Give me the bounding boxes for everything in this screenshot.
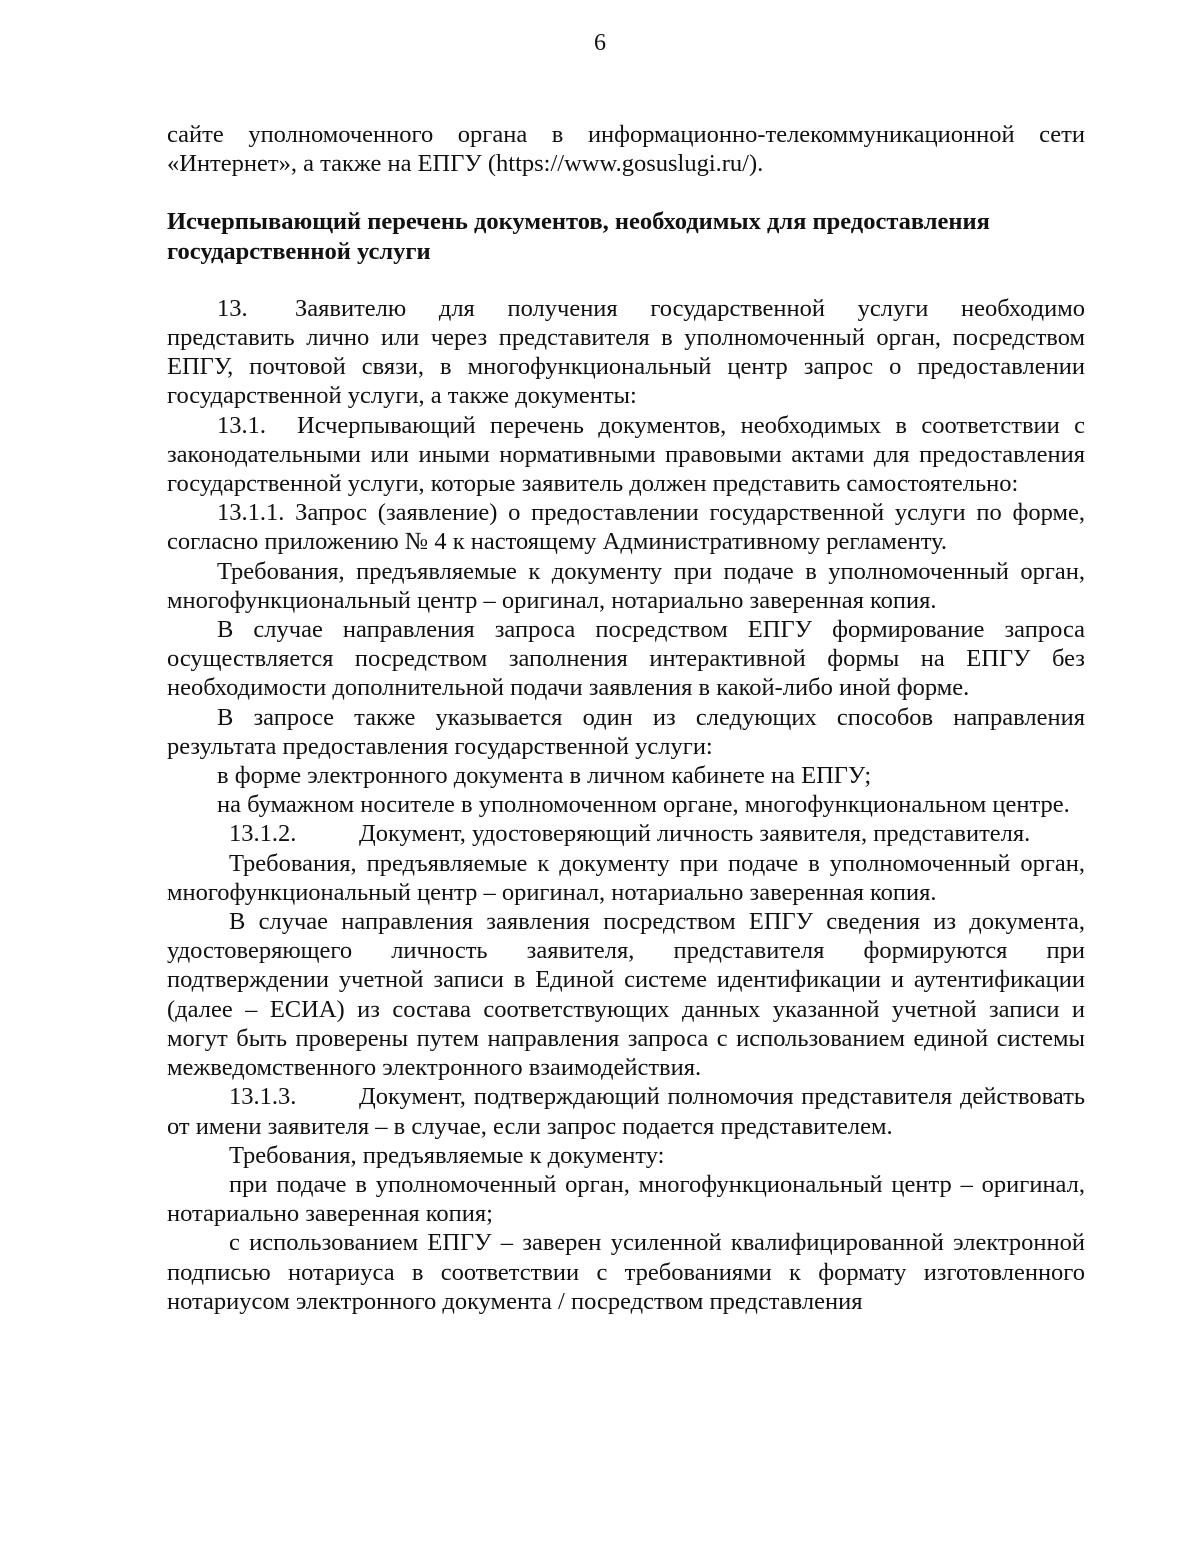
- paragraph-13-1-2-epgu: В случае направления заявления посредством ЕПГУ сведения из документа, удостоверяющего личность заявителя, представителя формируются при подтверждении учетной записи в Единой системе идентификации и аутентификации (далее – ЕСИА) из состава соответствующих данных указанной учетной записи и могут быть проверены путем направления запроса с использованием единой системы межведомственного электронного взаимодействия.: [167, 908, 1085, 1082]
- paragraph-13-1: [167, 411, 1085, 499]
- document-body: [167, 120, 1085, 1316]
- paragraph-13-1-1-option-2: на бумажном носителе в уполномоченном органе, многофункциональном центре.: [217, 791, 1070, 819]
- paragraph-13-1-text: Исчерпывающий перечень документов, необходимых в соответствии с законодательными или иными нормативными правовыми актами для предоставления государственной услуги, которые заявитель должен представить самостоятельно:: [167, 411, 1085, 498]
- paragraph-13-1-1-requirements: Требования, предъявляемые к документу при подаче в уполномоченный орган, многофункциональный центр – оригинал, нотариально заверенная копия.: [167, 557, 1085, 614]
- paragraph-13-1-1: 13.1.1. Запрос (заявление) о предоставлении государственной услуги по форме, согласно приложению № 4 к настоящему Административному регламенту.: [167, 499, 1085, 556]
- paragraph-13-text: Заявителю для получения государственной услуги необходимо представить лично или через представителя в уполномоченный орган, посредством ЕПГУ, почтовой связи, в многофункциональный центр запрос о предоставлении государственной услуги, а также документы:: [167, 294, 1085, 410]
- paragraph-13-number: 13.: [217, 294, 248, 322]
- paragraph-13-1-3: [167, 1082, 1085, 1140]
- paragraph-13-1-2-requirements: Требования, предъявляемые к документу при подаче в уполномоченный орган, многофункциональный центр – оригинал, нотариально заверенная копия.: [167, 849, 1085, 906]
- intro-paragraph: сайте уполномоченного органа в информационно-телекоммуникационной сети «Интернет», а также на ЕПГУ (https://www.gosuslugi.ru/).: [167, 121, 1085, 178]
- paragraph-13-1-1-option-1: в форме электронного документа в личном кабинете на ЕПГУ;: [217, 762, 872, 790]
- paragraph-13-1-2: [167, 819, 1085, 848]
- paragraph-13-1-3-requirements: Требования, предъявляемые к документу:: [229, 1141, 665, 1169]
- section-heading-line-2: государственной услуги: [167, 237, 431, 265]
- page-number: 6: [594, 30, 606, 56]
- paragraph-13-1-3-text: Документ, подтверждающий полномочия представителя действовать от имени заявителя – в случае, если запрос подается представителем.: [167, 1083, 1085, 1140]
- paragraph-13-1-2-text: Документ, удостоверяющий личность заявителя, представителя.: [359, 820, 1031, 848]
- paragraph-13-1-1-method: В запросе также указывается один из следующих способов направления результата предоставления государственной услуги:: [167, 703, 1085, 760]
- paragraph-13: [167, 294, 1085, 411]
- paragraph-13-1-3-option-2: с использованием ЕПГУ – заверен усиленной квалифицированной электронной подписью нотариуса в соответствии с требованиями к формату изготовленного нотариусом электронного документа / посредством представления: [167, 1229, 1085, 1315]
- paragraph-13-1-number: 13.1.: [217, 411, 266, 439]
- paragraph-13-1-1-epgu: В случае направления запроса посредством ЕПГУ формирование запроса осуществляется посредством заполнения интерактивной формы на ЕПГУ без необходимости дополнительной подачи заявления в какой-либо иной форме.: [167, 616, 1085, 702]
- section-heading-line-1: Исчерпывающий перечень документов, необходимых для предоставления: [167, 208, 990, 236]
- paragraph-13-1-3-number: 13.1.3.: [229, 1083, 297, 1111]
- paragraph-13-1-3-option-1: при подаче в уполномоченный орган, многофункциональный центр – оригинал, нотариально заверенная копия;: [167, 1170, 1085, 1228]
- paragraph-13-1-2-number: 13.1.2.: [229, 820, 297, 848]
